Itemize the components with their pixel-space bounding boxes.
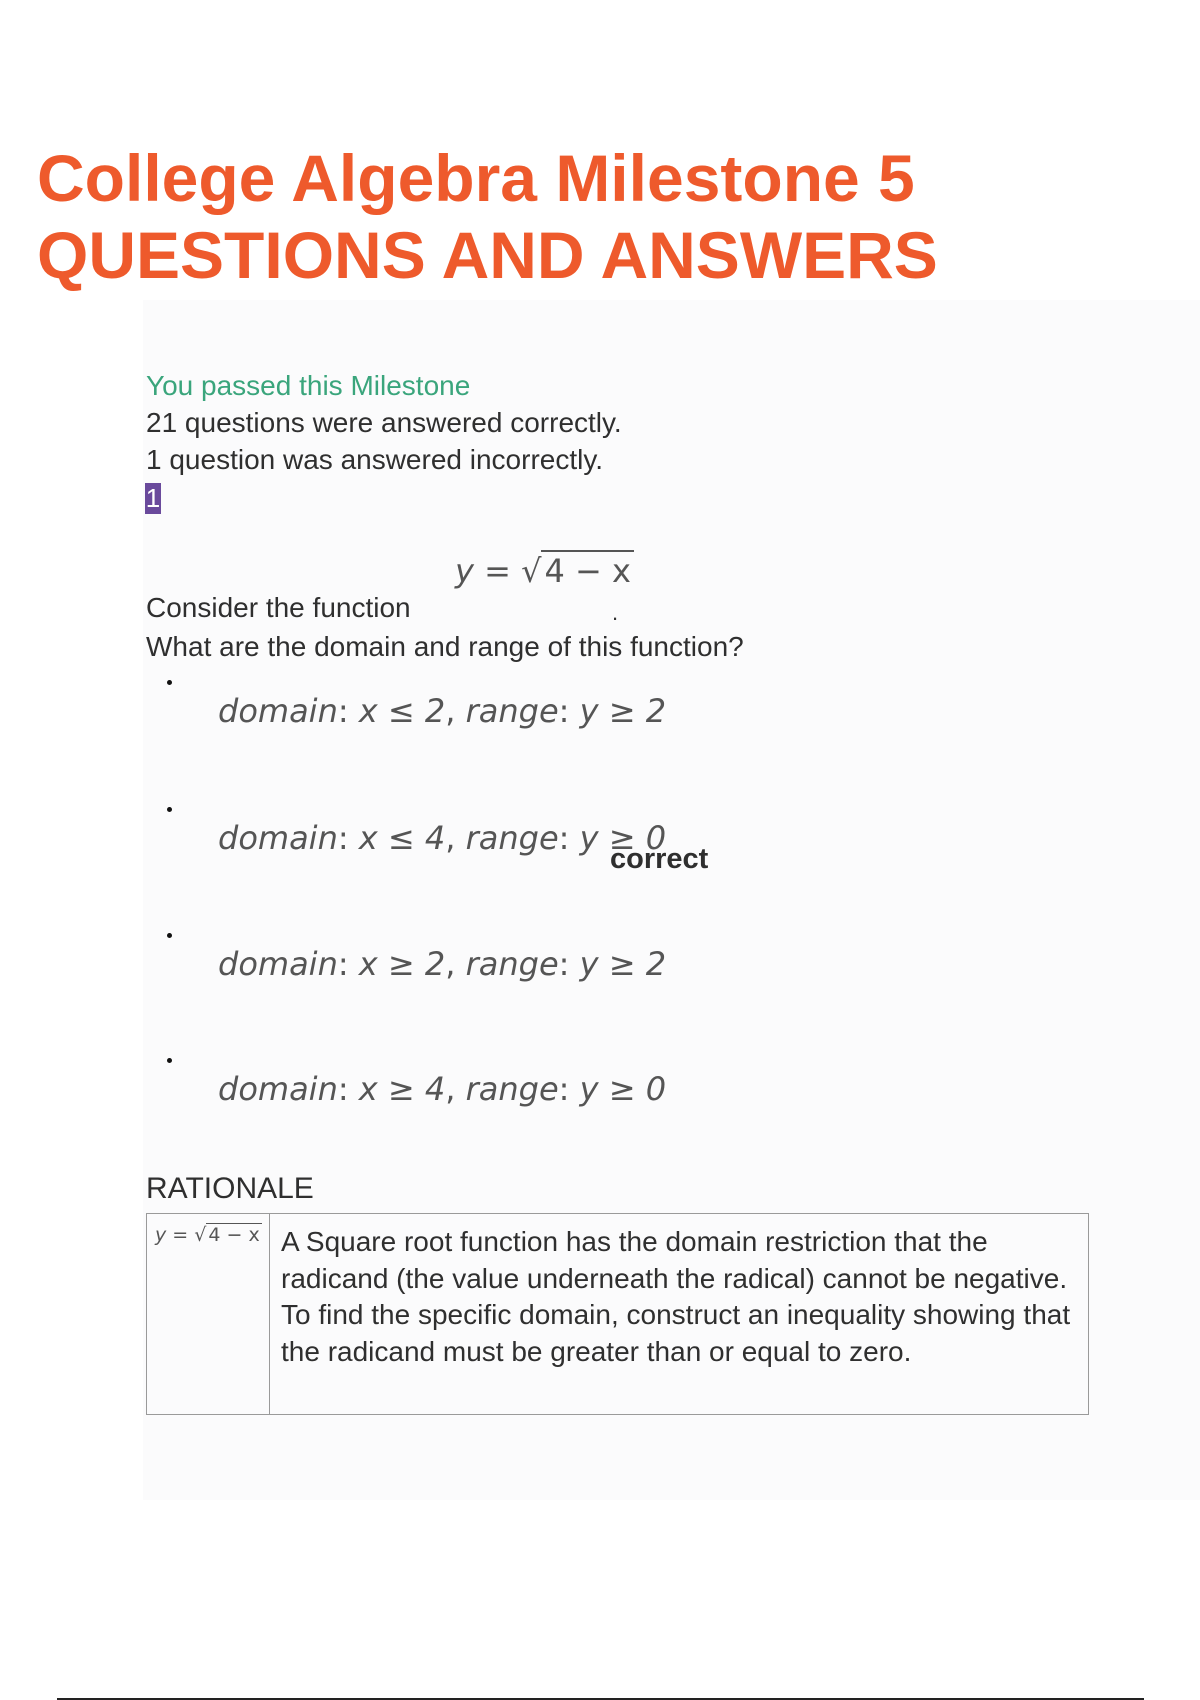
option-domain-expr: x ≥ 4 — [358, 1070, 446, 1108]
option-domain-word: domain — [218, 692, 338, 730]
option-range-expr: y ≥ 0 — [579, 1070, 667, 1108]
rationale-equation-radical — [194, 1224, 261, 1246]
title-line-2: QUESTIONS AND ANSWERS — [37, 218, 938, 292]
option-bullet — [167, 933, 172, 938]
option-range-expr: y ≥ 2 — [579, 945, 667, 983]
answer-option-3[interactable]: domain: x ≥ 2, range: y ≥ 2 — [218, 945, 667, 983]
equation-lhs: y — [455, 552, 474, 590]
option-domain-expr: x ≤ 2 — [358, 692, 446, 730]
option-domain-expr: x ≤ 4 — [358, 819, 446, 857]
rationale-equation-cell — [147, 1214, 270, 1414]
option-range-word: range — [465, 692, 559, 730]
option-domain-word: domain — [218, 1070, 338, 1108]
rationale-equation-equals: = — [166, 1224, 195, 1246]
answer-option-2[interactable]: domain: x ≤ 4, range: y ≥ 0 — [218, 819, 667, 857]
rationale-equation-radicand: 4 − x — [208, 1224, 260, 1246]
option-bullet — [167, 1058, 172, 1063]
question-number-badge: 1 — [145, 483, 161, 513]
question-prompt-1: Consider the function — [146, 592, 411, 623]
correct-answer-marker: correct — [610, 843, 709, 875]
option-range-expr: y ≥ 2 — [579, 692, 667, 730]
question-equation — [455, 552, 634, 590]
option-bullet — [167, 680, 172, 685]
milestone-status: You passed this Milestone — [146, 370, 471, 401]
option-range-word: range — [465, 1070, 559, 1108]
answer-option-1[interactable]: domain: x ≤ 2, range: y ≥ 2 — [218, 692, 667, 730]
radical-sign-icon: √ — [521, 552, 542, 590]
correct-count: 21 questions were answered correctly. — [146, 407, 622, 438]
question-prompt-period: . — [612, 600, 619, 625]
radical-sign-icon: √ — [194, 1224, 207, 1246]
question-prompt-2: What are the domain and range of this function? — [146, 631, 744, 662]
option-domain-word: domain — [218, 819, 338, 857]
rationale-heading: RATIONALE — [146, 1172, 314, 1205]
page-title — [37, 140, 938, 294]
option-domain-word: domain — [218, 945, 338, 983]
title-line-1: College Algebra Milestone 5 — [37, 141, 915, 215]
option-domain-expr: x ≥ 2 — [358, 945, 446, 983]
option-range-word: range — [465, 945, 559, 983]
incorrect-count: 1 question was answered incorrectly. — [146, 444, 604, 475]
option-range-expr: y ≥ 0 — [579, 819, 667, 857]
equation-radical — [521, 552, 634, 590]
option-bullet — [167, 807, 172, 812]
rationale-equation-lhs: y — [155, 1224, 167, 1246]
option-range-word: range — [465, 819, 559, 857]
rationale-text: A Square root function has the domain restriction that the radicand (the value underneath the radical) cannot be negative. To find the specific domain, construct an inequality showing that the radicand must be greater than or equal to zero. — [281, 1226, 1071, 1367]
answer-option-4[interactable]: domain: x ≥ 4, range: y ≥ 0 — [218, 1070, 667, 1108]
equation-radicand: 4 − x — [541, 550, 633, 590]
rationale-table — [146, 1213, 1089, 1415]
equation-equals: = — [473, 552, 522, 590]
